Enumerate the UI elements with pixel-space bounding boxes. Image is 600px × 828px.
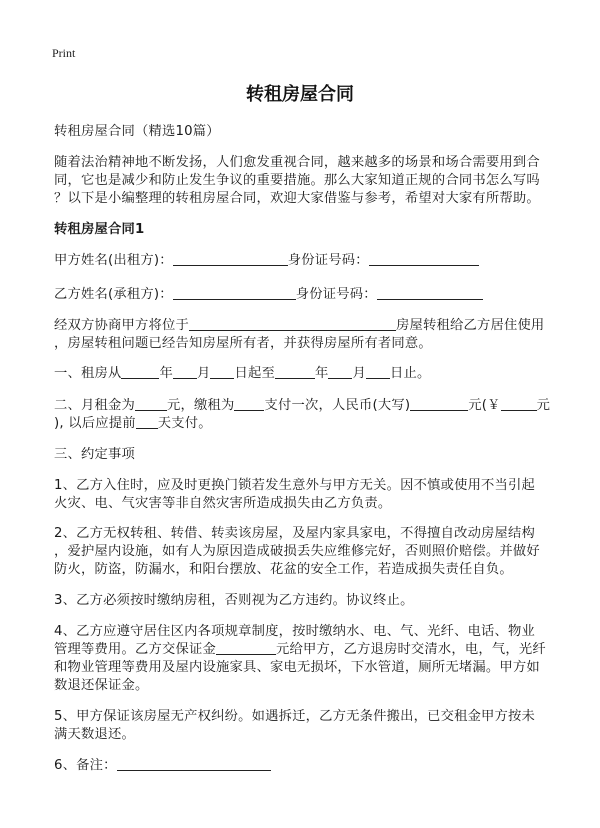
clause-3-heading: 三、约定事项	[54, 447, 135, 462]
party-b-id-label: 身份证号码：	[295, 287, 377, 302]
item-3: 3、乙方必须按时缴纳房租，否则视为乙方违约。协议终止。	[54, 593, 414, 608]
party-b-name-blank	[173, 285, 296, 300]
party-a-label: 甲方姓名(出租方)：	[54, 253, 173, 268]
item6-label: 6、备注：	[54, 758, 117, 773]
start-year-blank	[121, 364, 159, 379]
end-day-blank	[366, 364, 390, 379]
property-address-blank	[189, 316, 396, 331]
clause1-text-c: 月	[196, 366, 211, 381]
clause2-text-c: 支付一次，人民币(大写)	[264, 398, 411, 413]
clause1-text-g: 日止。	[389, 366, 431, 381]
item-6	[54, 754, 271, 773]
rmb-uppercase-blank	[410, 396, 468, 411]
intro-line-3: ？以下是小编整理的转租房屋合同，欢迎大家借鉴与参考，希望对大家有所帮助。	[54, 191, 540, 206]
print-link[interactable]: Print	[52, 46, 76, 60]
item4-text-a: 管理等费用。乙方交保证金	[54, 642, 216, 657]
item-2-line-2: ，爱护屋内设施，如有人为原因造成破损丢失应维修完好，否则照价赔偿。并做好	[54, 544, 540, 559]
item-2-line-3: 防火，防盗，防漏水，和阳台摆放、花盆的安全工作，若造成损失责任自负。	[54, 562, 513, 577]
item-5-line-1: 5、甲方保证该房屋无产权纠纷。如遇拆迁，乙方无条件搬出，已交租金甲方按未	[54, 709, 536, 724]
payment-period-blank	[234, 396, 264, 411]
party-b-row	[54, 283, 483, 302]
party-a-id-label: 身份证号码：	[287, 253, 369, 268]
clause2-text-d: 元(￥	[468, 398, 501, 413]
clause2-text-b: 元，缴租为	[166, 398, 235, 413]
clause-2-line-1	[54, 394, 550, 413]
advance-days-blank	[136, 414, 158, 429]
agreement-line-2: ，房屋转租问题已经告知房屋所有者，并获得房屋所有者同意。	[54, 336, 432, 351]
item4-text-b: 元给甲方，乙方退房时交清水，电，气，光纤	[275, 642, 546, 657]
item-2-line-1: 2、乙方无权转租、转借、转卖该房屋，及屋内家具家电，不得擅自改动房屋结构	[54, 526, 536, 541]
item-4-line-1: 4、乙方应遵守居住区内各项规章制度，按时缴纳水、电、气、光纤、电话、物业	[54, 624, 536, 639]
agreement-text-2: 房屋转租给乙方居住使用	[395, 318, 545, 333]
end-year-blank	[275, 364, 315, 379]
clause2-text-g: 天支付。	[157, 416, 212, 431]
page-title: 转租房屋合同	[246, 84, 354, 105]
clause2-text-a: 二、月租金为	[54, 398, 135, 413]
intro-line-1: 随着法治精神地不断发扬，人们愈发重视合同，越来越多的场景和场合需要用到合	[54, 155, 540, 170]
start-day-blank	[210, 364, 234, 379]
start-month-blank	[173, 364, 197, 379]
end-month-blank	[328, 364, 352, 379]
intro-line-2: 同，它也是减少和防止发生争议的重要措施。那么大家知道正规的合同书怎么写吗	[54, 173, 540, 188]
party-a-row	[54, 249, 479, 268]
clause1-text-a: 一、租房从	[54, 366, 122, 381]
remarks-blank	[117, 756, 271, 771]
deposit-blank	[216, 640, 276, 655]
clause1-text-b: 年	[159, 366, 173, 381]
party-a-id-blank	[369, 251, 479, 266]
agreement-line-1	[54, 314, 544, 333]
subtitle: 转租房屋合同（精选10篇）	[54, 124, 220, 139]
party-b-label: 乙方姓名(承租方)：	[54, 287, 173, 302]
clause1-text-f: 月	[352, 366, 366, 381]
agreement-text-1: 经双方协商甲方将位于	[54, 318, 189, 333]
monthly-rent-blank	[135, 396, 167, 411]
clause2-text-e: 元	[536, 398, 551, 413]
clause2-text-f: ), 以后应提前	[54, 416, 136, 431]
rmb-amount-blank	[501, 396, 537, 411]
item-4-line-3: 和物业管理等费用及屋内设施家具、家电无损坏，下水管道，厕所无堵漏。甲方如	[54, 660, 540, 675]
item-4-line-4: 数退还保证金。	[54, 678, 149, 693]
section-heading: 转租房屋合同1	[54, 222, 145, 237]
party-a-name-blank	[173, 251, 288, 266]
clause-2-line-2	[54, 412, 212, 431]
clause1-text-e: 年	[314, 366, 329, 381]
item-1-line-1: 1、乙方入住时，应及时更换门锁若发生意外与甲方无关。因不慎或使用不当引起	[54, 478, 536, 493]
clause1-text-d: 日起至	[234, 366, 275, 381]
clause-1	[54, 362, 430, 381]
party-b-id-blank	[377, 285, 483, 300]
item-4-line-2	[54, 638, 546, 657]
item-1-line-2: 火灾、电、气灾害等非自然灾害所造成损失由乙方负责。	[54, 496, 392, 511]
item-5-line-2: 满天数退还。	[54, 727, 135, 742]
